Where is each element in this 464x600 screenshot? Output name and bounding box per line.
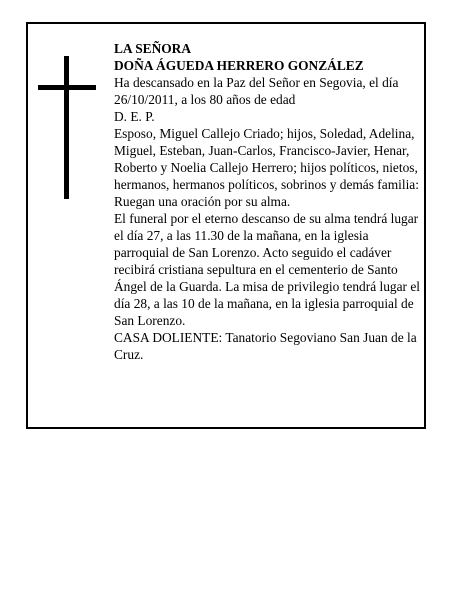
family-list: Esposo, Miguel Callejo Criado; hijos, Soledad, Adelina, Miguel, Esteban, Juan-Carlos, Francisco-Javier, Henar, Roberto y Noelia Callejo Herrero; hijos políticos, nietos, hermanos, hermanos políticos, sobrinos y demás familia: <box>114 126 419 192</box>
funeral-details: El funeral por el eterno descanso de su alma tendrá lugar el día 27, a las 11.30 de la mañana, en la iglesia parroquial de San Lorenzo. Acto seguido el cadáver recibirá cristiana sepultura en el cementerio de Santo Ángel de la Guarda. La misa de privilegio tendrá lugar el día 28, a las 10 de la mañana, en la iglesia parroquial de San Lorenzo. <box>114 211 421 328</box>
cross-icon <box>38 56 98 199</box>
notice-text <box>114 40 424 363</box>
rip-abbreviation: D. E. P. <box>114 109 155 124</box>
deceased-name: DOÑA ÁGUEDA HERRERO GONZÁLEZ <box>114 58 364 73</box>
prayer-request: Ruegan una oración por su alma. <box>114 194 291 209</box>
death-statement: Ha descansado en la Paz del Señor en Segovia, el día 26/10/2011, a los 80 años de edad <box>114 75 399 107</box>
cross-horizontal-bar <box>38 85 96 90</box>
obituary-notice <box>26 22 426 429</box>
mourning-house: CASA DOLIENTE: Tanatorio Segoviano San Juan de la Cruz. <box>114 330 417 362</box>
notice-title: LA SEÑORA <box>114 41 192 56</box>
cross-vertical-bar <box>64 56 69 199</box>
